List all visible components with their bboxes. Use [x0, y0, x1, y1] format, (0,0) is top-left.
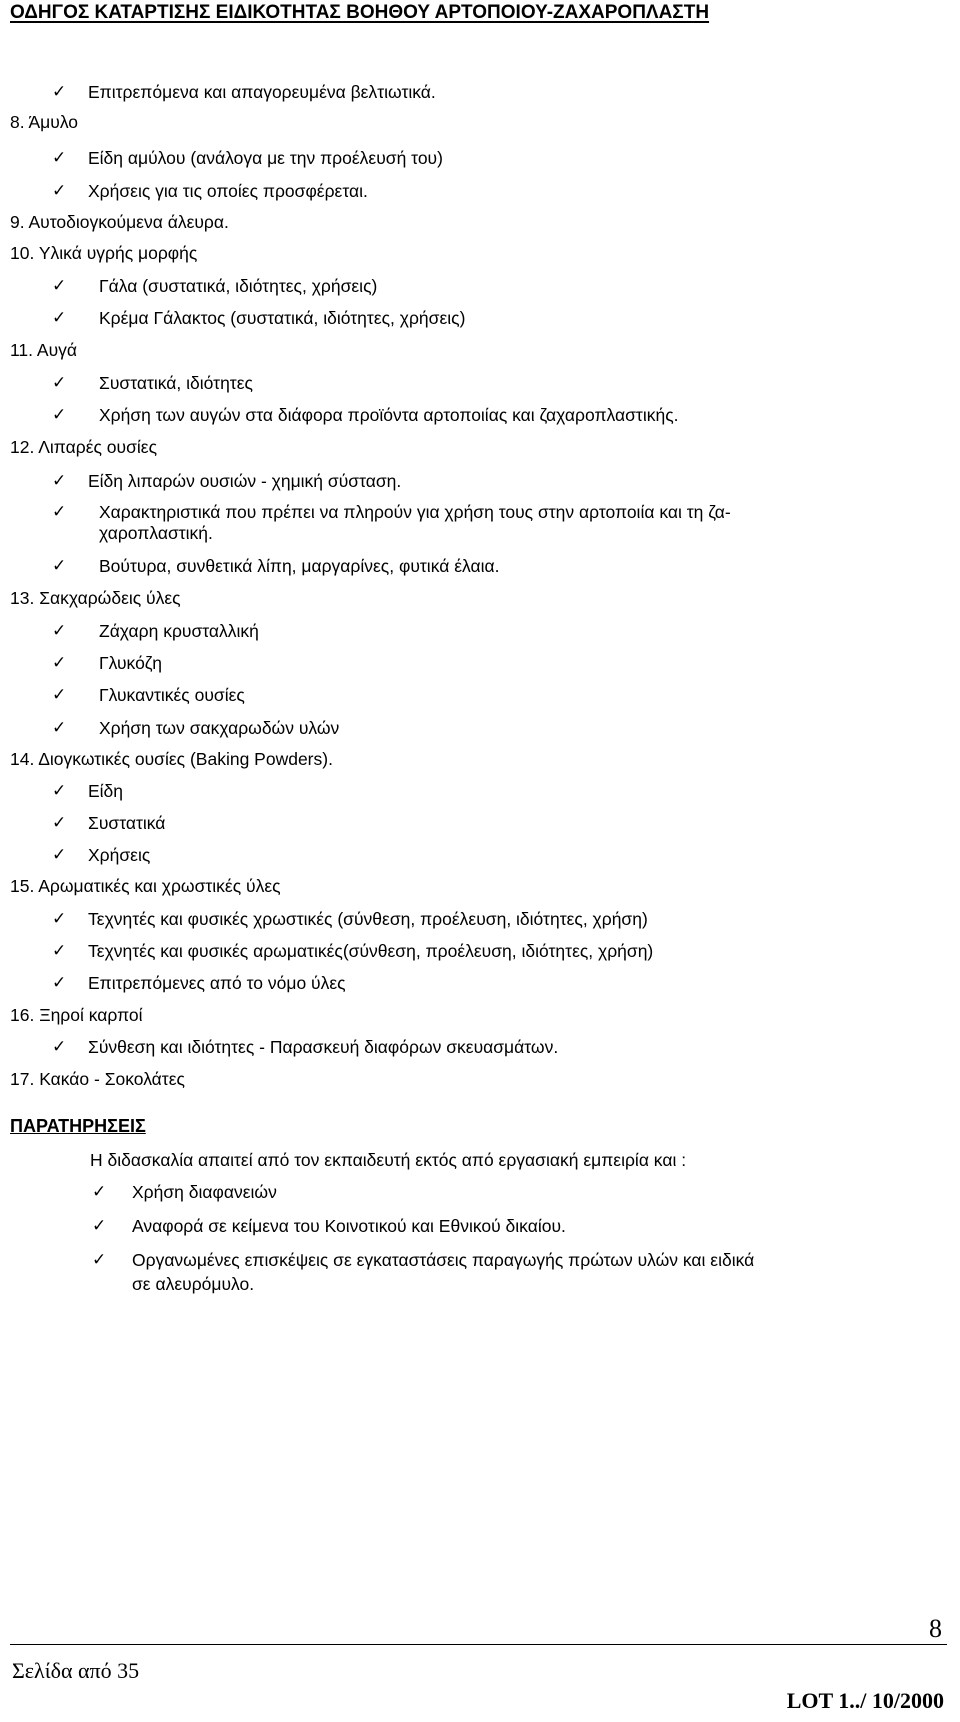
checkmark-icon: ✓ [52, 556, 67, 576]
list-item: Χαρακτηριστικά που πρέπει να πληρούν για χρήση τους στην αρτοποιία και τη ζα- [99, 502, 731, 522]
checkmark-icon: ✓ [92, 1216, 107, 1236]
section-title: 8. Άμυλο [10, 112, 79, 132]
list-item: Επιτρεπόμενες από το νόμο ύλες [88, 973, 346, 993]
section-title: 17. Κακάο - Σοκολάτες [10, 1069, 185, 1089]
section-title: 13. Σακχαρώδεις ύλες [10, 588, 181, 608]
section-title: 11. Αυγά [10, 340, 78, 360]
list-item: Συστατικά [88, 813, 166, 833]
checkmark-icon: ✓ [52, 941, 67, 961]
checkmark-icon: ✓ [52, 148, 67, 168]
list-item: Τεχνητές και φυσικές χρωστικές (σύνθεση, προέλευση, ιδιότητες, χρήση) [88, 909, 648, 929]
list-item: Ζάχαρη κρυσταλλική [99, 621, 259, 641]
page-number: 8 [929, 1614, 942, 1643]
checkmark-icon: ✓ [52, 973, 67, 993]
checkmark-icon: ✓ [52, 621, 67, 641]
remarks-item-continuation: σε αλευρόμυλο. [132, 1274, 255, 1294]
list-item: Είδη λιπαρών ουσιών - χημική σύσταση. [88, 471, 402, 491]
list-item: Βούτυρα, συνθετικά λίπη, μαργαρίνες, φυτικά έλαια. [99, 556, 500, 576]
remarks-item: Αναφορά σε κείμενα του Κοινοτικού και Εθνικού δικαίου. [132, 1216, 566, 1236]
remarks-item: Οργανωμένες επισκέψεις σε εγκαταστάσεις παραγωγής πρώτων υλών και ειδικά [132, 1250, 755, 1270]
checkmark-icon: ✓ [52, 471, 67, 491]
checkmark-icon: ✓ [52, 845, 67, 865]
list-item: Επιτρεπόμενα και απαγορευμένα βελτιωτικά. [88, 82, 436, 102]
section-title: 15. Αρωματικές και χρωστικές ύλες [10, 876, 281, 896]
document-code: LOT 1../ 10/2000 [786, 1688, 944, 1713]
list-item: Γλυκαντικές ουσίες [99, 685, 245, 705]
list-item: Είδη αμύλου (ανάλογα με την προέλευσή του) [88, 148, 443, 168]
list-item: Τεχνητές και φυσικές αρωματικές(σύνθεση, προέλευση, ιδιότητες, χρήση) [88, 941, 654, 961]
list-item: Χρήση των σακχαρωδών υλών [99, 718, 340, 738]
section-title: 10. Υλικά υγρής μορφής [10, 243, 198, 263]
checkmark-icon: ✓ [52, 685, 67, 705]
checkmark-icon: ✓ [52, 1037, 67, 1057]
checkmark-icon: ✓ [52, 813, 67, 833]
section-title: 16. Ξηροί καρποί [10, 1005, 143, 1025]
checkmark-icon: ✓ [52, 181, 67, 201]
remarks-heading: ΠΑΡΑΤΗΡΗΣΕΙΣ [10, 1116, 146, 1136]
document-header: ΟΔΗΓΟΣ ΚΑΤΑΡΤΙΣΗΣ ΕΙΔΙΚΟΤΗΤΑΣ ΒΟΗΘΟΥ ΑΡΤΟΠΟΙΟΥ-ΖΑΧΑΡΟΠΛΑΣΤΗ [10, 2, 710, 23]
checkmark-icon: ✓ [52, 405, 67, 425]
remarks-intro: Η διδασκαλία απαιτεί από τον εκπαιδευτή εκτός από εργασιακή εμπειρία και : [90, 1150, 687, 1170]
list-item: Κρέμα Γάλακτος (συστατικά, ιδιότητες, χρήσεις) [99, 308, 466, 328]
checkmark-icon: ✓ [92, 1250, 107, 1270]
checkmark-icon: ✓ [52, 373, 67, 393]
remarks-item: Χρήση διαφανειών [132, 1182, 277, 1202]
list-item: Συστατικά, ιδιότητες [99, 373, 253, 393]
checkmark-icon: ✓ [52, 502, 67, 522]
checkmark-icon: ✓ [52, 308, 67, 328]
footer-divider [10, 1644, 947, 1645]
checkmark-icon: ✓ [52, 653, 67, 673]
list-item-continuation: χαροπλαστική. [99, 523, 213, 543]
list-item: Χρήση των αυγών στα διάφορα προϊόντα αρτοποιίας και ζαχαροπλαστικής. [99, 405, 679, 425]
list-item: Χρήσεις για τις οποίες προσφέρεται. [88, 181, 368, 201]
checkmark-icon: ✓ [52, 82, 67, 102]
list-item: Σύνθεση και ιδιότητες - Παρασκευή διαφόρων σκευασμάτων. [88, 1037, 559, 1057]
list-item: Γάλα (συστατικά, ιδιότητες, χρήσεις) [99, 276, 378, 296]
checkmark-icon: ✓ [52, 718, 67, 738]
section-title: 14. Διογκωτικές ουσίες (Baking Powders). [10, 749, 333, 769]
section-title: 12. Λιπαρές ουσίες [10, 437, 158, 457]
list-item: Χρήσεις [88, 845, 151, 865]
checkmark-icon: ✓ [52, 781, 67, 801]
checkmark-icon: ✓ [92, 1182, 107, 1202]
list-item: Είδη [88, 781, 124, 801]
checkmark-icon: ✓ [52, 909, 67, 929]
checkmark-icon: ✓ [52, 276, 67, 296]
page-of-total: Σελίδα από 35 [12, 1658, 140, 1683]
list-item: Γλυκόζη [99, 653, 162, 673]
section-title: 9. Αυτοδιογκούμενα άλευρα. [10, 212, 229, 232]
